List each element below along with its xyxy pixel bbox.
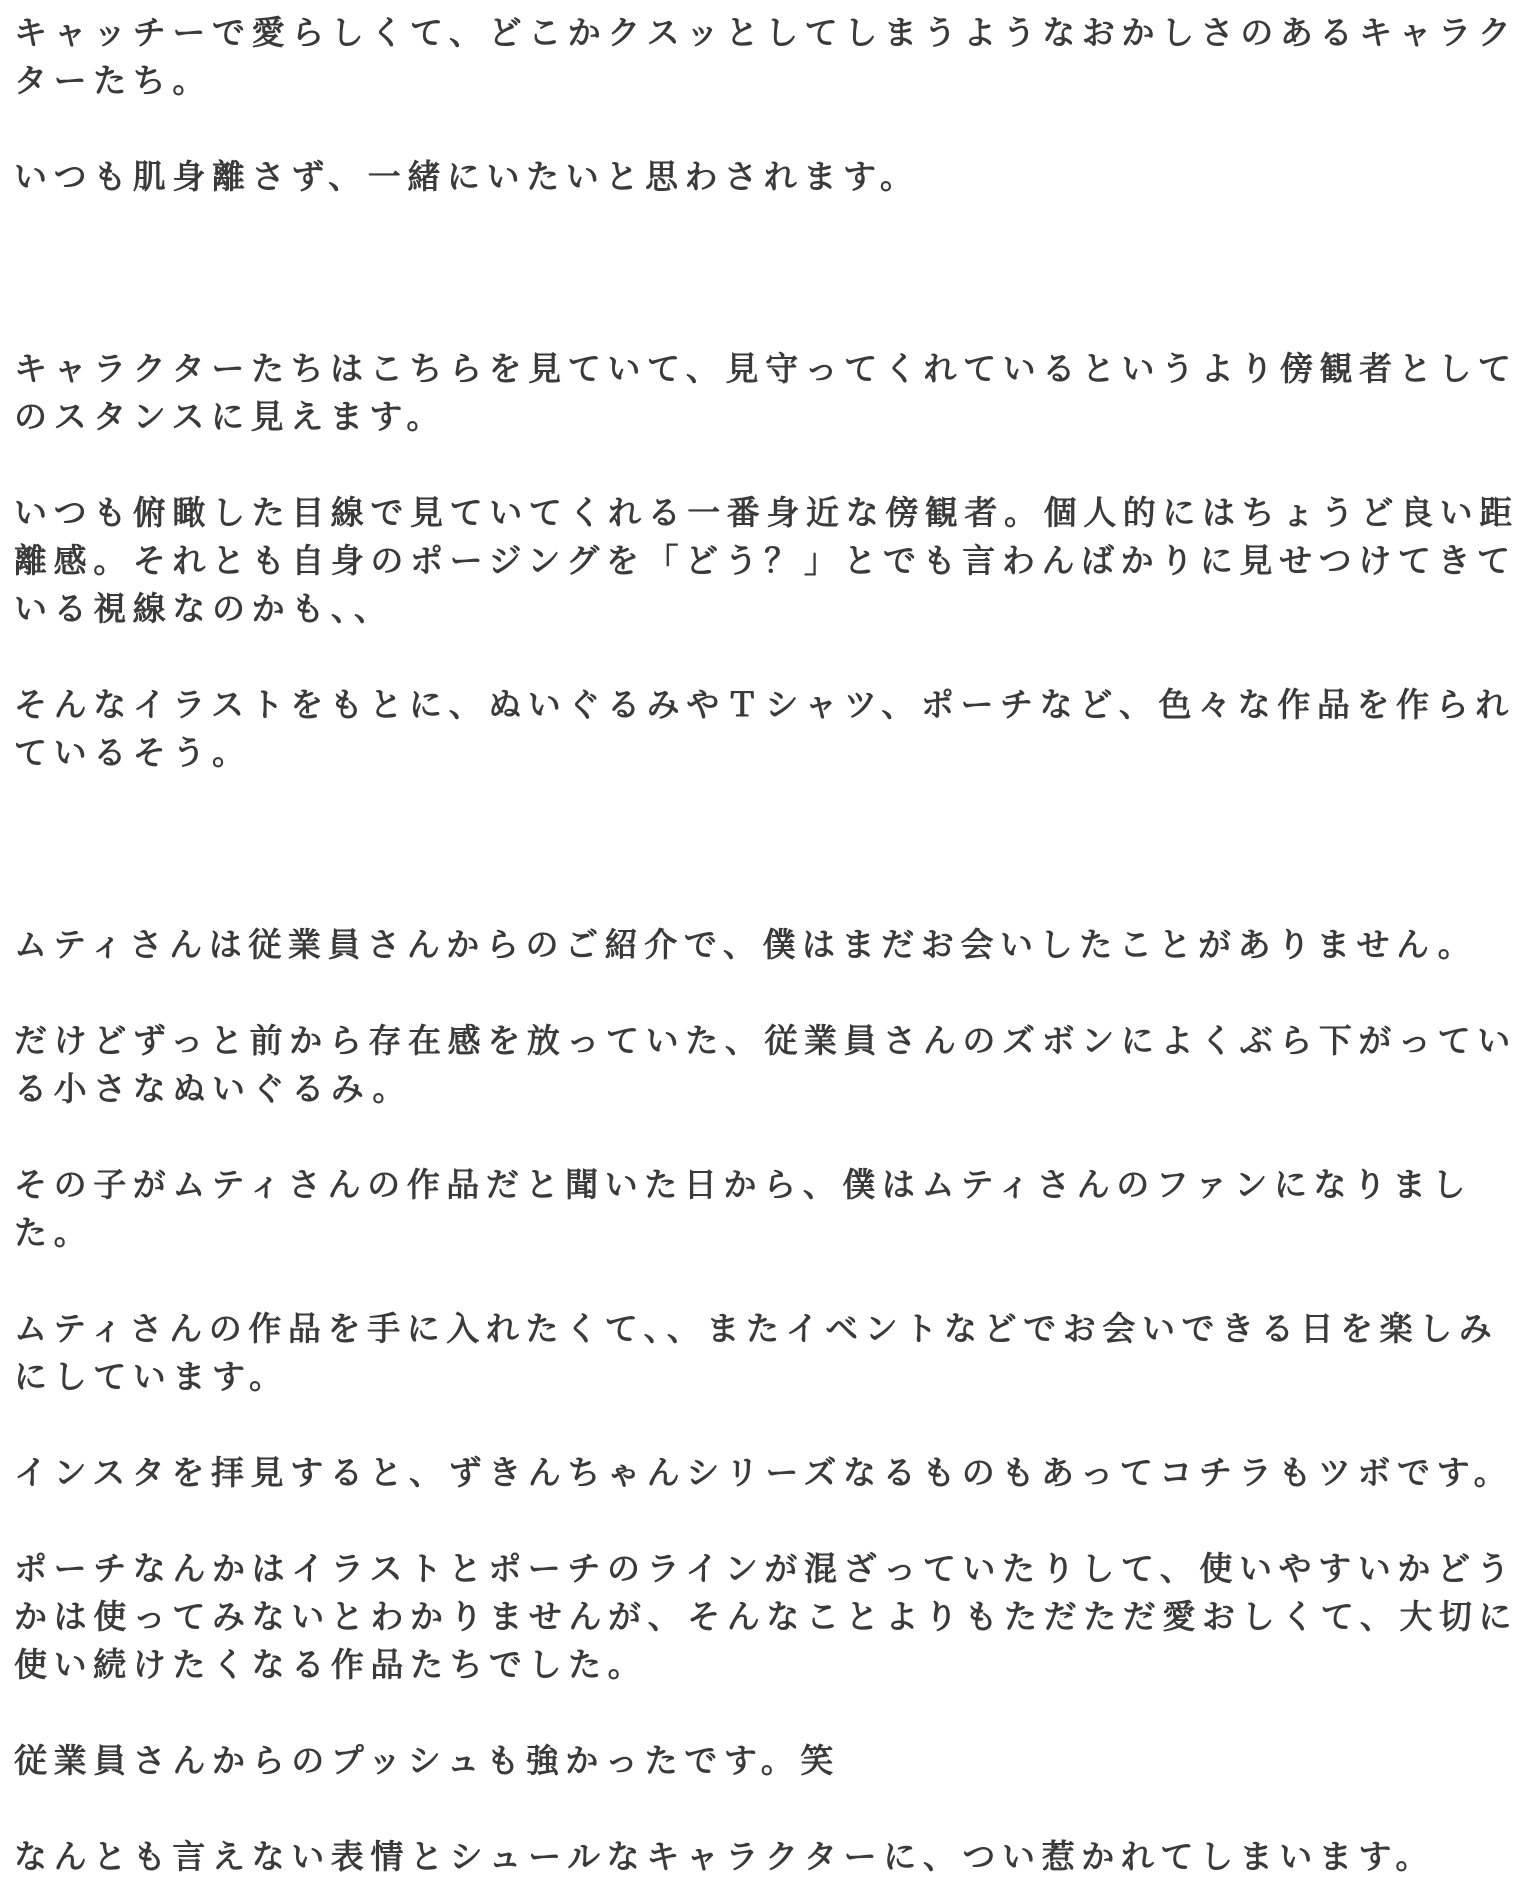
section-spacer <box>14 777 1520 921</box>
paragraph: だけどずっと前から存在感を放っていた、従業員さんのズボンによくぶら下がっている小さなぬいぐるみ。 <box>14 1021 1517 1108</box>
paragraph-spacer <box>14 969 1520 1017</box>
paragraph-spacer <box>14 441 1520 489</box>
paragraph-spacer <box>14 1689 1520 1737</box>
section-intro <box>14 9 1520 201</box>
paragraph: いつも肌身離さず、一緒にいたいと思わされます。 <box>14 157 920 196</box>
paragraph: キャラクターたちはこちらを見ていて、見守ってくれているというより傍観者としてのスタンスに見えます。 <box>14 349 1518 436</box>
paragraph-spacer <box>14 633 1520 681</box>
paragraph: キャッチーで愛らしくて、どこかクスッとしてしまうようなおかしさのあるキャラクターたち。 <box>14 13 1518 100</box>
article-body <box>14 9 1520 1881</box>
section-story <box>14 921 1520 1881</box>
paragraph: ムティさんの作品を手に入れたくて、、またイベントなどでお会いできる日を楽しみにしています。 <box>14 1309 1499 1396</box>
paragraph: その子がムティさんの作品だと聞いた日から、僕はムティさんのファンになりました。 <box>14 1165 1472 1252</box>
section-spacer <box>14 201 1520 345</box>
paragraph: なんとも言えない表情とシュールなキャラクターに、つい惹かれてしまいます。 <box>14 1837 1435 1876</box>
paragraph: 従業員さんからのプッシュも強かったです。笑 <box>14 1741 840 1780</box>
paragraph-spacer <box>14 1401 1520 1449</box>
paragraph-spacer <box>14 1257 1520 1305</box>
paragraph: ムティさんは従業員さんからのご紹介で、僕はまだお会いしたことがありません。 <box>14 925 1478 964</box>
paragraph-spacer <box>14 1497 1520 1545</box>
paragraph-spacer <box>14 1113 1520 1161</box>
paragraph: インスタを拝見すると、ずきんちゃんシリーズなるものもあってコチラもツボです。 <box>14 1453 1514 1492</box>
paragraph: いつも俯瞰した目線で見ていてくれる一番身近な傍観者。個人的にはちょうど良い距離感。それとも自身のポージングを「どう？」とでも言わんばかりに見せつけてきている視線なのかも、、 <box>14 493 1519 628</box>
section-perspective <box>14 345 1520 777</box>
paragraph: ポーチなんかはイラストとポーチのラインが混ざっていたりして、使いやすいかどうかは使ってみないとわかりませんが、そんなことよりもただただ愛おしくて、大切に使い続けたくなる作品たちでした。 <box>14 1549 1519 1684</box>
paragraph-spacer <box>14 1785 1520 1833</box>
paragraph: そんなイラストをもとに、ぬいぐるみやＴシャツ、ポーチなど、色々な作品を作られているそう。 <box>14 685 1515 772</box>
paragraph-spacer <box>14 105 1520 153</box>
